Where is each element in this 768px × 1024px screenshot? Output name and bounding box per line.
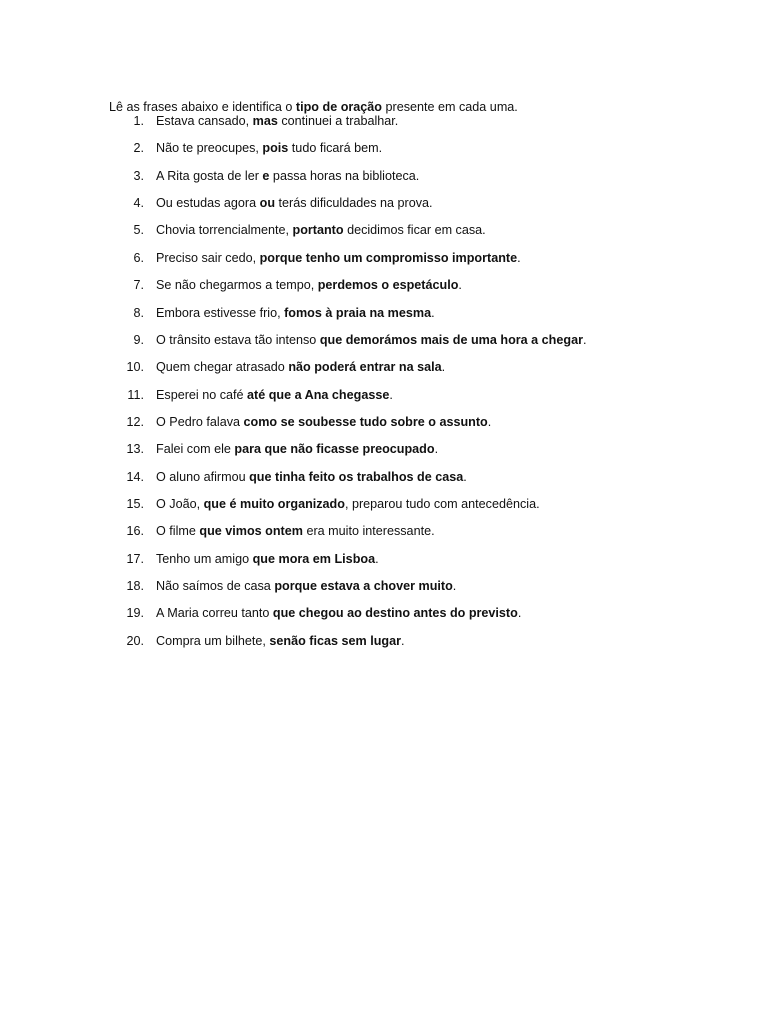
list-item <box>109 359 586 386</box>
item-number: 18. <box>126 579 144 594</box>
sentence-fragment: . <box>375 551 379 566</box>
sentence-fragment: tudo ficará bem. <box>288 141 383 156</box>
item-number: 9. <box>133 332 144 347</box>
sentence-text <box>156 278 462 292</box>
sentence-text <box>156 169 419 183</box>
highlighted-clause: porque estava a chover muito <box>274 579 453 594</box>
item-number: 1. <box>133 114 144 128</box>
sentence-text <box>156 606 521 620</box>
highlighted-clause: pois <box>262 141 289 156</box>
sentence-fragment: continuei a trabalhar. <box>277 114 399 128</box>
sentence-fragment: terás dificuldades na prova. <box>275 196 433 211</box>
item-number: 14. <box>126 469 144 484</box>
sentence-fragment: . <box>458 278 462 293</box>
sentence-fragment: A Maria correu tanto <box>156 606 273 621</box>
item-number: 17. <box>126 551 144 566</box>
list-item <box>109 414 586 441</box>
highlighted-clause: portanto <box>292 223 344 238</box>
item-number: 13. <box>126 442 144 457</box>
sentence-fragment: Estava cansado, <box>156 114 253 128</box>
sentence-text <box>156 251 521 265</box>
sentence-fragment: decidimos ficar em casa. <box>343 223 486 238</box>
sentence-text <box>156 415 491 429</box>
highlighted-clause: porque tenho um compromisso importante <box>259 250 518 265</box>
sentence-fragment: . <box>582 332 587 347</box>
sentence-fragment: Não te preocupes, <box>156 141 263 156</box>
highlighted-clause: ou <box>259 196 276 211</box>
sentence-fragment: Ou estudas agora <box>156 196 260 211</box>
sentence-text <box>156 141 382 155</box>
sentence-fragment: Tenho um amigo <box>156 551 253 566</box>
sentence-fragment: Compra um bilhete, <box>156 633 270 648</box>
list-item <box>109 469 586 496</box>
list-item <box>109 633 586 660</box>
list-item <box>109 496 586 523</box>
highlighted-clause: que tinha feito os trabalhos de casa <box>249 469 464 484</box>
sentence-list <box>109 113 586 660</box>
item-number: 4. <box>133 196 144 211</box>
highlighted-clause: que demorámos mais de uma hora a chegar <box>319 332 583 347</box>
sentence-text <box>156 470 467 484</box>
sentence-fragment: O filme <box>156 524 200 539</box>
sentence-fragment: Embora estivesse frio, <box>156 305 285 320</box>
highlighted-clause: senão ficas sem lugar <box>269 633 402 648</box>
highlighted-clause: que mora em Lisboa <box>252 551 376 566</box>
item-number: 20. <box>126 633 144 648</box>
highlighted-clause: não poderá entrar na sala <box>288 360 442 375</box>
list-item <box>109 305 586 332</box>
sentence-fragment: Não saímos de casa <box>156 579 275 594</box>
sentence-fragment: Se não chegarmos a tempo, <box>156 278 318 293</box>
highlighted-clause: e <box>262 168 270 183</box>
sentence-text <box>156 579 456 593</box>
sentence-text <box>156 360 445 374</box>
item-number: 5. <box>133 223 144 238</box>
sentence-fragment: . <box>452 579 457 594</box>
list-item <box>109 277 586 304</box>
list-item <box>109 332 586 359</box>
sentence-fragment: . <box>517 250 521 265</box>
list-item <box>109 387 586 414</box>
sentence-text <box>156 223 486 237</box>
sentence-fragment: Chovia torrencialmente, <box>156 223 293 238</box>
highlighted-clause: para que não ficasse preocupado <box>234 442 435 457</box>
sentence-fragment: O aluno afirmou <box>156 469 250 484</box>
highlighted-clause: que chegou ao destino antes do previsto <box>272 606 518 621</box>
item-number: 7. <box>133 278 144 293</box>
list-item <box>109 605 586 632</box>
highlighted-clause: mas <box>252 114 278 128</box>
sentence-fragment: . <box>487 414 492 429</box>
list-item <box>109 250 586 277</box>
sentence-fragment: passa horas na biblioteca. <box>269 168 420 183</box>
item-number: 12. <box>126 414 144 429</box>
highlighted-clause: que é muito organizado <box>203 497 345 512</box>
sentence-fragment: Preciso sair cedo, <box>156 250 260 265</box>
item-number: 8. <box>133 305 144 320</box>
list-item <box>109 168 586 195</box>
sentence-text <box>156 114 398 128</box>
highlighted-clause: até que a Ana chegasse <box>247 387 390 402</box>
highlighted-clause: como se soubesse tudo sobre o assunto <box>243 414 488 429</box>
item-number: 6. <box>133 250 144 265</box>
sentence-text <box>156 524 435 538</box>
list-item <box>109 113 586 140</box>
sentence-text <box>156 196 433 210</box>
sentence-fragment: O trânsito estava tão intenso <box>156 332 320 347</box>
list-item <box>109 140 586 167</box>
item-number: 11. <box>127 387 144 402</box>
sentence-fragment: Quem chegar atrasado <box>156 360 289 375</box>
sentence-fragment: . <box>389 387 393 402</box>
sentence-text <box>156 442 438 456</box>
highlighted-clause: fomos à praia na mesma <box>284 305 432 320</box>
sentence-text <box>156 552 379 566</box>
sentence-fragment: presente em cada uma. <box>382 99 518 114</box>
item-number: 3. <box>133 168 144 183</box>
item-number: 2. <box>133 141 144 156</box>
sentence-text <box>156 497 540 511</box>
sentence-fragment: , preparou tudo com antecedência. <box>344 497 540 512</box>
sentence-fragment: O João, <box>156 497 204 512</box>
sentence-text <box>156 634 405 648</box>
sentence-fragment: Esperei no café <box>156 387 248 402</box>
sentence-fragment: . <box>431 305 435 320</box>
sentence-text <box>156 333 586 347</box>
item-number: 16. <box>126 524 144 539</box>
sentence-fragment: . <box>517 606 522 621</box>
sentence-fragment: . <box>401 633 405 648</box>
sentence-fragment: . <box>441 360 446 375</box>
sentence-text <box>156 306 435 320</box>
list-item <box>109 441 586 468</box>
list-item <box>109 222 586 249</box>
sentence-text <box>156 388 393 402</box>
sentence-fragment: era muito interessante. <box>302 524 435 539</box>
highlighted-clause: perdemos o espetáculo <box>317 278 459 293</box>
item-number: 19. <box>126 606 144 621</box>
highlighted-clause: tipo de oração <box>295 99 382 114</box>
list-item <box>109 195 586 222</box>
item-number: 15. <box>126 497 144 512</box>
list-item <box>109 523 586 550</box>
sentence-fragment: Lê as frases abaixo e identifica o <box>109 99 296 114</box>
highlighted-clause: que vimos ontem <box>199 524 303 539</box>
list-item <box>109 551 586 578</box>
sentence-fragment: Falei com ele <box>156 442 235 457</box>
sentence-fragment: . <box>434 442 439 457</box>
list-item <box>109 578 586 605</box>
item-number: 10. <box>126 360 144 375</box>
sentence-fragment: A Rita gosta de ler <box>156 168 263 183</box>
sentence-fragment: . <box>463 469 467 484</box>
sentence-fragment: O Pedro falava <box>156 414 244 429</box>
